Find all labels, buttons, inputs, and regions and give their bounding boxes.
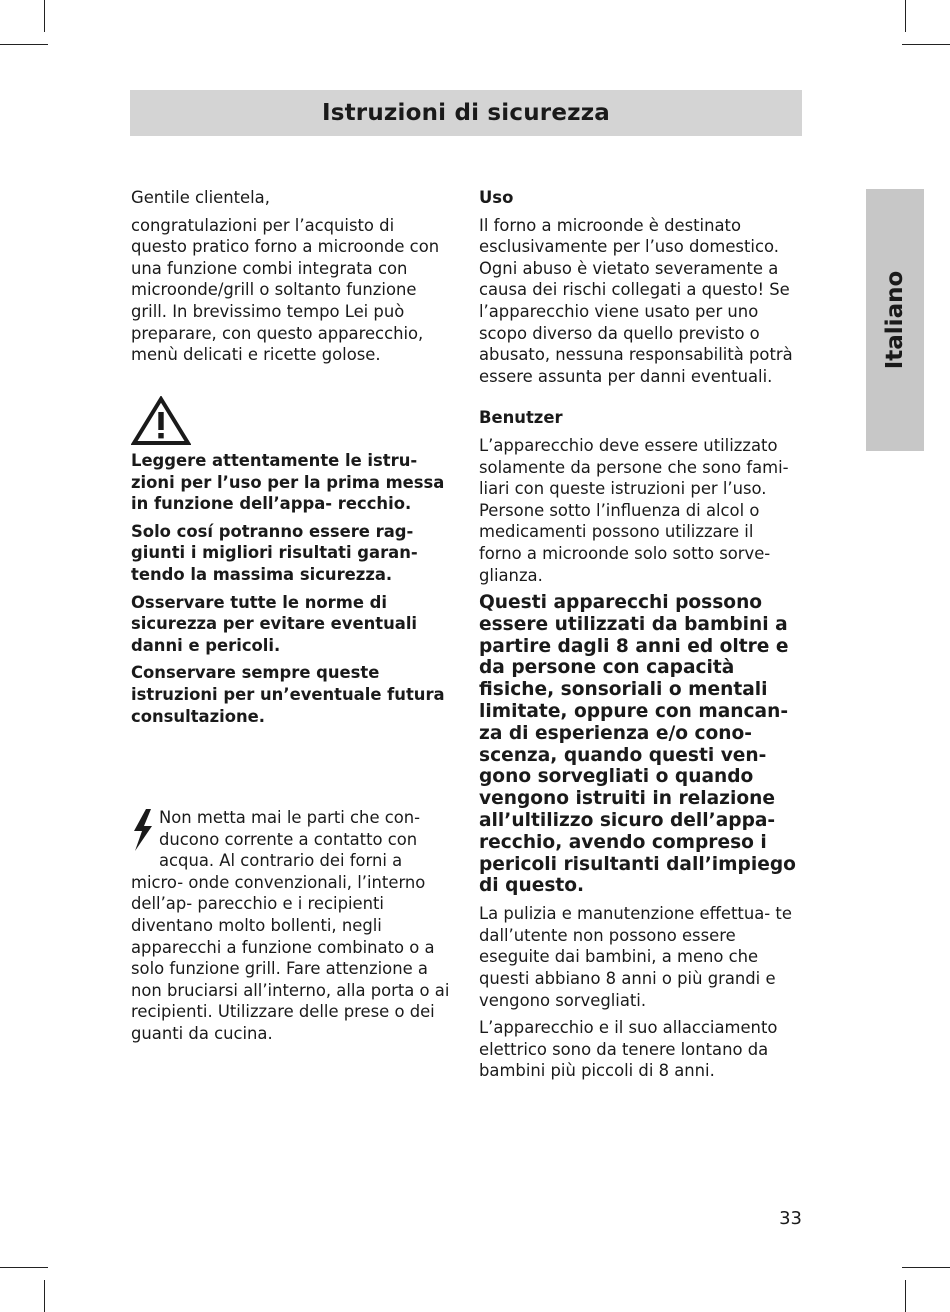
safety-note: Conservare sempre queste istruzioni per un’eventuale futura consultazione. [131,663,445,726]
safety-note: Solo cosí potranno essere rag- giunti i migliori risultati garan- tendo la massima sicurezza. [131,521,418,584]
crop-mark [44,1280,45,1312]
safety-note: Osservare tutte le norme di sicurezza per evitare eventuali danni e pericoli. [131,592,418,655]
crop-mark [905,0,906,32]
greeting: Gentile clientela, [131,188,270,207]
warning-triangle-icon [131,396,191,446]
lightning-bolt-icon [131,809,155,851]
benutzer-paragraph: L’apparecchio deve essere utilizzato solamente da persone che sono fami- liari con queste istruzioni per l’uso. Persone sotto l’influenza di alcol o medicamenti possono utilizzare il forno a microonde solo sotto sorve- glianza. [479,435,789,585]
crop-mark [902,1267,950,1268]
electric-warning [131,807,453,1045]
intro-block [131,187,453,366]
crop-mark [902,44,950,45]
safety-note: Leggere attentamente le istru- zioni per l’uso per la prima messa in funzione dell’appa- recchio. [131,451,445,514]
crop-mark [0,44,48,45]
crop-mark [44,0,45,32]
right-column [479,187,801,1082]
page-number: 33 [779,1208,802,1229]
electric-warning-text: Non metta mai le parti che con- ducono corrente a contatto con acqua. Al contrario dei forni a micro- onde convenzionali, l’interno dell’ap- parecchio e i recipienti diventano molto bollenti, negli apparecchi a funzione combinato o a solo funzione grill. Fare attenzione a non bruciarsi all’interno, alla porta o ai recipienti. Utilizzare delle prese o dei guanti da cucina. [131,808,450,1043]
section-heading-benutzer: Benutzer [479,408,563,428]
children-warning: Questi apparecchi possono essere utilizzati da bambini a partire dagli 8 anni ed oltre e da persone con capacità fisiche, sonsoriali o mentali limitate, oppure con mancan- za di esperienza e/o cono- scenza, quando questi ven- gono sorvegliati o quando vengono istruiti in relazione all’ultilizzo sicuro dell’appa- recchio, avendo compreso i pericoli risultanti dall’impiego di questo. [479,592,796,897]
language-tab [866,189,924,451]
language-tab-label: Italiano [882,270,908,370]
cable-paragraph: L’apparecchio e il suo allacciamento elettrico sono da tenere lontano da bambini più piccoli di 8 anni. [479,1018,778,1081]
crop-mark [0,1267,48,1268]
section-header [130,90,802,136]
crop-mark [905,1280,906,1312]
intro-paragraph: congratulazioni per l’acquisto di questo pratico forno a microonde con una funzione combi integrata con microonde/grill o soltanto funzione grill. In brevissimo tempo Lei può preparare, con questo apparecchio, menù delicati e ricette golose. [131,215,440,365]
safety-notes [131,450,447,727]
cleaning-paragraph: La pulizia e manutenzione effettua- te dall’utente non possono essere eseguite dai bambini, a meno che questi abbiano 8 anni o più grandi e vengono sorvegliati. [479,904,792,1010]
uso-paragraph: Il forno a microonde è destinato esclusivamente per l’uso domestico. Ogni abuso è vietato severamente a causa dei rischi collegati a questo! Se l’apparecchio viene usato per uno scopo diverso da quello previsto o abusato, nessuna responsabilità potrà essere assunta per danni eventuali. [479,215,793,386]
page-title: Istruzioni di sicurezza [321,100,611,126]
section-heading-uso: Uso [479,188,514,207]
